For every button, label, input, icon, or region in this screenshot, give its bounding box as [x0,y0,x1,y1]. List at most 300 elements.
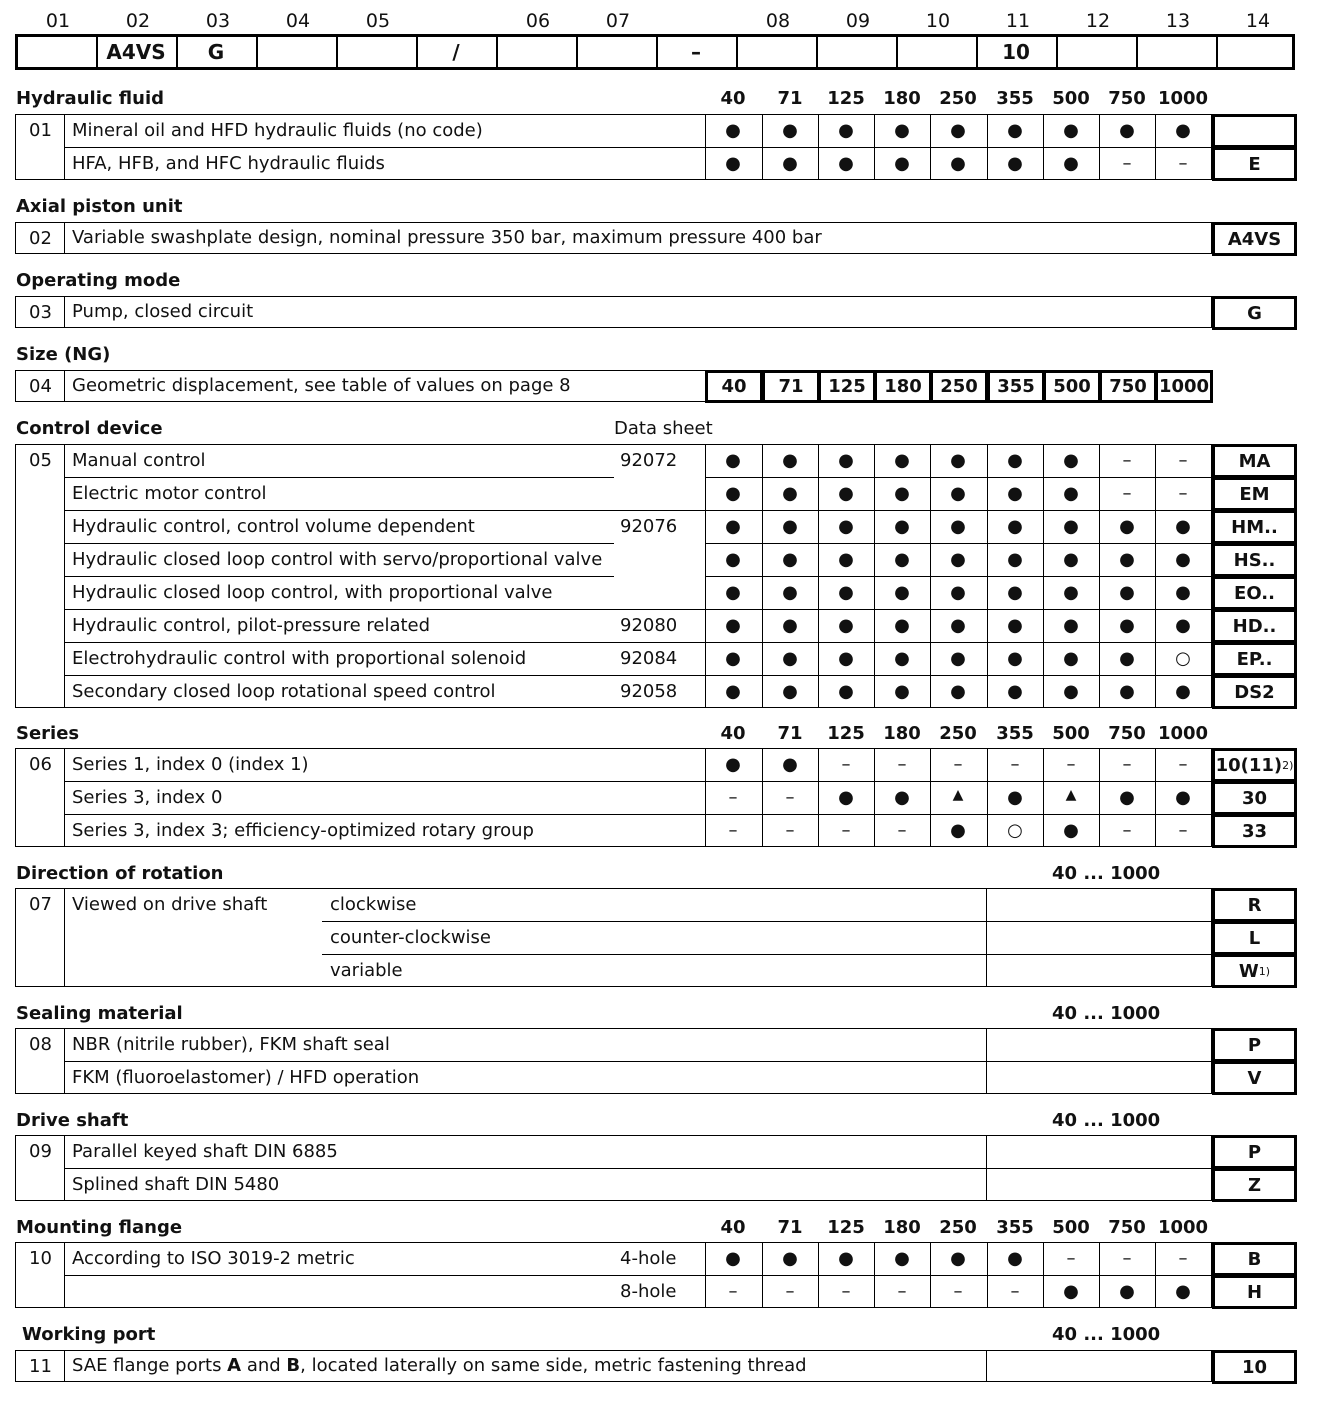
type-code-box [1212,1061,1297,1095]
type-code-box [1212,888,1297,922]
availability-mark: ● [838,1248,854,1269]
type-code: L [1248,927,1261,949]
section-title: Sealing material [16,1003,183,1024]
availability-mark: ● [1007,582,1023,603]
type-code: 10 [1241,1356,1268,1378]
availability-mark: ● [1175,681,1191,702]
range-header: 40 ... 1000 [1052,1324,1161,1345]
code-position-number: 08 [765,10,791,32]
code-position-number: 01 [45,10,71,32]
hole-label: 4-hole [620,1248,677,1269]
row-divider [705,576,1212,577]
row-number: 04 [29,376,52,397]
code-position-number: 02 [125,10,151,32]
availability-mark: ● [1063,549,1079,570]
size-header: 750 [1108,723,1146,744]
availability-mark: – [1178,754,1188,775]
type-code: R [1247,894,1262,916]
option-label: Viewed on drive shaft [72,894,268,915]
size-header: 40 [720,723,746,744]
type-code: Z [1247,1174,1262,1196]
availability-mark: ● [950,1248,966,1269]
footnote-ref: 1) [1258,964,1271,978]
section-title: Hydraulic fluid [16,88,165,109]
availability-mark: ● [950,549,966,570]
option-label: Parallel keyed shaft DIN 6885 [72,1141,338,1162]
availability-mark: ● [1175,582,1191,603]
type-code-box [1212,675,1297,709]
port-letter: A [227,1355,242,1376]
availability-mark: ● [1007,483,1023,504]
availability-mark: – [1178,483,1188,504]
type-code-box [1212,1168,1297,1202]
availability-mark: – [1178,153,1188,174]
availability-mark: ● [894,549,910,570]
availability-mark: ● [894,787,910,808]
code-strip-divider [1056,34,1058,70]
section-title: Drive shaft [16,1110,129,1131]
availability-mark: ● [782,615,798,636]
row-divider [705,477,1212,478]
availability-mark: – [1178,450,1188,471]
availability-mark: ● [950,450,966,471]
option-label: clockwise [330,894,417,915]
type-code: MA [1238,450,1271,472]
size-header: 180 [883,88,921,109]
type-code-box [1212,1135,1297,1169]
type-code: HM.. [1231,516,1278,538]
code-position-number: 09 [845,10,871,32]
size-header: 40 [720,88,746,109]
availability-mark: ● [1063,516,1079,537]
option-label: Pump, closed circuit [72,301,254,322]
availability-mark: – [897,754,907,775]
data-sheet-number: 92084 [620,648,678,669]
type-code-box [1212,954,1297,988]
type-code: DS2 [1234,681,1275,703]
code-strip-divider [896,34,898,70]
option-label: NBR (nitrile rubber), FKM shaft seal [72,1034,390,1055]
availability-mark: – [1178,820,1188,841]
availability-mark: ● [782,754,798,775]
availability-mark: ● [1063,120,1079,141]
availability-mark: ● [1119,582,1135,603]
type-code-box [1212,921,1297,955]
row-divider [64,477,614,478]
row-divider [64,781,1212,782]
type-code: G [1247,302,1262,324]
number-column-divider [64,1350,65,1382]
size-code-box: 71 [762,370,820,403]
option-label: According to ISO 3019-2 metric [72,1248,355,1269]
row-divider [64,675,1212,676]
availability-mark: – [953,754,963,775]
option-label: Variable swashplate design, nominal pressure 350 bar, maximum pressure 400 bar [72,227,822,248]
availability-mark: ● [1007,615,1023,636]
availability-mark: ● [894,582,910,603]
size-code-box: 180 [874,370,932,403]
availability-mark: ● [950,681,966,702]
availability-mark: ● [1119,1281,1135,1302]
option-label: HFA, HFB, and HFC hydraulic fluids [72,153,385,174]
number-column-divider [64,296,65,328]
size-header: 750 [1108,1217,1146,1238]
availability-mark: – [1010,754,1020,775]
availability-mark: – [1178,1248,1188,1269]
availability-mark: ● [950,582,966,603]
availability-mark: – [728,820,738,841]
code-strip-divider [256,34,258,70]
row-divider [64,1061,1212,1062]
availability-mark: ● [782,1248,798,1269]
option-label: variable [330,960,403,981]
row-number: 07 [29,894,52,915]
availability-mark: ● [1175,549,1191,570]
type-code-box [1212,1028,1297,1062]
option-label: Secondary closed loop rotational speed control [72,681,496,702]
row-divider [64,1168,1212,1169]
availability-mark: ● [1063,483,1079,504]
row-divider [64,576,614,577]
availability-mark: ● [838,582,854,603]
section-title: Working port [22,1324,156,1345]
availability-mark: ● [1175,516,1191,537]
availability-mark: ● [838,681,854,702]
availability-mark: ● [1007,648,1023,669]
type-code-box [1212,814,1297,848]
option-label: Hydraulic closed loop control, with proportional valve [72,582,553,603]
availability-mark: ● [838,153,854,174]
availability-mark: ● [1175,787,1191,808]
availability-mark: – [785,820,795,841]
row-number: 11 [29,1356,52,1377]
type-code: EP.. [1236,648,1273,670]
availability-mark: – [1010,1281,1020,1302]
type-code: 33 [1241,820,1268,842]
section-title: Mounting flange [16,1217,183,1238]
availability-mark: ● [950,648,966,669]
availability-mark: ● [894,120,910,141]
data-sheet-number: 92076 [620,516,678,537]
type-code-box [1212,296,1297,330]
availability-mark: ● [1175,120,1191,141]
row-number: 03 [29,302,52,323]
code-separator-slash: / [452,40,460,64]
availability-mark: ● [1007,787,1023,808]
availability-mark: ● [1119,549,1135,570]
type-code: H [1246,1281,1263,1303]
availability-mark: ● [782,450,798,471]
code-position-number: 05 [365,10,391,32]
availability-mark: ● [950,820,966,841]
row-divider [64,510,1212,511]
availability-mark: – [1066,754,1076,775]
range-header: 40 ... 1000 [1052,1003,1161,1024]
code-position-number: 06 [525,10,551,32]
availability-mark: ● [894,681,910,702]
availability-mark: ● [838,120,854,141]
code-position-number: 07 [605,10,631,32]
size-header: 250 [939,88,977,109]
availability-mark: ● [950,483,966,504]
type-code: W [1238,960,1259,982]
availability-mark: ● [1063,615,1079,636]
code-position-number: 14 [1245,10,1271,32]
type-code-box [1212,147,1297,181]
type-code-box [1212,444,1297,478]
code-value-03: G [207,40,225,64]
section-title: Operating mode [16,270,181,291]
range-column-divider [986,1350,987,1382]
footnote-ref: 2) [1282,758,1294,772]
option-label: Mineral oil and HFD hydraulic fluids (no code) [72,120,483,141]
code-value-11: 10 [1002,40,1030,64]
availability-mark: ● [838,615,854,636]
size-header: 1000 [1157,1217,1209,1238]
availability-mark: ● [782,648,798,669]
type-code-box [1212,576,1297,610]
row-divider [64,814,1212,815]
data-sheet-number: 92080 [620,615,678,636]
code-strip-divider [576,34,578,70]
option-label-part: , located laterally on same side, metric fastening thread [300,1355,807,1376]
code-position-number: 12 [1085,10,1111,32]
type-code-box [1212,114,1297,148]
availability-mark: ● [838,516,854,537]
size-code-box: 40 [705,370,763,403]
availability-mark: – [1122,820,1132,841]
availability-mark: – [1122,1248,1132,1269]
availability-mark: ● [725,648,741,669]
section-title: Direction of rotation [16,863,224,884]
availability-mark: – [1122,754,1132,775]
size-header: 71 [777,88,803,109]
availability-mark: ● [1119,648,1135,669]
size-header: 40 [720,1217,746,1238]
availability-mark: ● [950,615,966,636]
type-code: HS.. [1233,549,1276,571]
availability-mark: ● [725,681,741,702]
availability-mark: ● [1063,153,1079,174]
type-code-box [1212,1275,1297,1309]
availability-mark: – [897,820,907,841]
row-divider [64,642,1212,643]
availability-mark: ● [894,516,910,537]
availability-mark: ● [1175,1281,1191,1302]
availability-mark: – [1122,450,1132,471]
availability-mark: ● [782,516,798,537]
availability-mark: ● [1119,681,1135,702]
availability-mark: ● [950,516,966,537]
size-header: 500 [1052,723,1090,744]
availability-mark: ● [782,681,798,702]
type-code: P [1247,1034,1262,1056]
type-code-box [1212,543,1297,577]
option-label: Manual control [72,450,206,471]
availability-mark: – [841,754,851,775]
option-label-part: and [241,1355,287,1376]
availability-mark: ▲ [952,787,964,803]
availability-mark: – [785,1281,795,1302]
row-number: 08 [29,1034,52,1055]
availability-mark: ● [1119,120,1135,141]
option-label [72,1355,807,1376]
availability-mark: ● [1007,153,1023,174]
availability-mark: ● [894,1248,910,1269]
availability-mark: ● [1063,1281,1079,1302]
range-header: 40 ... 1000 [1052,1110,1161,1131]
code-position-number: 03 [205,10,231,32]
row-number: 09 [29,1141,52,1162]
availability-mark: ● [725,153,741,174]
number-column-divider [64,370,65,402]
availability-mark: ● [725,1248,741,1269]
option-label: Series 1, index 0 (index 1) [72,754,309,775]
option-label: Hydraulic control, control volume dependent [72,516,475,537]
availability-mark: ● [1063,582,1079,603]
number-column-divider [64,748,65,847]
size-code-box: 750 [1099,370,1157,403]
size-code-box: 125 [818,370,876,403]
availability-mark: ● [1119,787,1135,808]
size-header: 500 [1052,1217,1090,1238]
availability-mark: ● [894,483,910,504]
type-code: 10(11) [1215,754,1283,776]
code-strip-divider [1136,34,1138,70]
availability-mark: ● [725,549,741,570]
availability-mark: ● [1007,1248,1023,1269]
availability-mark: ● [782,549,798,570]
size-header: 250 [939,1217,977,1238]
type-code-box [1212,781,1297,815]
availability-mark: – [897,1281,907,1302]
row-divider [322,954,1212,955]
size-code-box: 1000 [1155,370,1213,403]
availability-mark: ● [894,615,910,636]
availability-mark: ● [950,153,966,174]
number-column-divider [64,888,65,987]
type-code: E [1248,153,1261,175]
code-position-number: 10 [925,10,951,32]
code-position-number: 11 [1005,10,1031,32]
availability-mark: ● [1063,820,1079,841]
size-header: 71 [777,1217,803,1238]
size-header: 71 [777,723,803,744]
row-divider [64,543,614,544]
type-code-box [1212,609,1297,643]
section-title: Control device [16,418,163,439]
code-strip-divider [496,34,498,70]
availability-mark: – [1122,483,1132,504]
data-sheet-number: 92072 [620,450,678,471]
option-label: FKM (fluoroelastomer) / HFD operation [72,1067,420,1088]
availability-mark: ● [1063,648,1079,669]
option-label: Electrohydraulic control with proportional solenoid [72,648,527,669]
row-number: 06 [29,754,52,775]
type-code-box [1212,222,1297,256]
row-divider [64,609,1212,610]
size-header: 125 [827,723,865,744]
data-sheet-header: Data sheet [614,418,713,439]
availability-mark: ● [782,153,798,174]
row-number: 02 [29,228,52,249]
option-label: counter-clockwise [330,927,492,948]
option-label: Geometric displacement, see table of values on page 8 [72,375,571,396]
type-code-box [1212,1350,1297,1384]
code-strip-divider [736,34,738,70]
size-header: 180 [883,723,921,744]
code-position-number: 13 [1165,10,1191,32]
range-column-divider [986,888,987,987]
size-header: 125 [827,88,865,109]
type-code: P [1247,1141,1262,1163]
availability-mark: ● [725,754,741,775]
availability-mark: – [1122,153,1132,174]
type-code: HD.. [1232,615,1277,637]
availability-mark: ● [725,483,741,504]
row-number: 01 [29,120,52,141]
range-header: 40 ... 1000 [1052,863,1161,884]
type-code: EO.. [1234,582,1275,604]
availability-mark: ○ [1007,820,1023,841]
size-code-box: 355 [987,370,1045,403]
availability-mark: ● [838,450,854,471]
size-header: 1000 [1157,88,1209,109]
type-code-box [1212,510,1297,544]
availability-mark: ● [725,120,741,141]
option-label: Electric motor control [72,483,267,504]
code-strip-divider [336,34,338,70]
row-number: 05 [29,450,52,471]
availability-mark: ● [725,582,741,603]
availability-mark: ● [1175,615,1191,636]
type-code-box [1212,748,1297,782]
availability-mark: ● [1119,615,1135,636]
data-sheet-number: 92058 [620,681,678,702]
code-strip-divider [1216,34,1218,70]
availability-mark: ● [725,450,741,471]
availability-mark: ● [1007,120,1023,141]
availability-mark: ● [725,516,741,537]
availability-mark: ● [1007,516,1023,537]
availability-mark: ● [782,483,798,504]
availability-mark: ● [838,787,854,808]
availability-mark: ● [1007,549,1023,570]
size-header: 180 [883,1217,921,1238]
row-divider [64,147,1212,148]
option-label: Series 3, index 0 [72,787,223,808]
size-header: 1000 [1157,723,1209,744]
section-title: Size (NG) [16,344,111,365]
availability-mark: – [841,820,851,841]
type-code-box [1212,1242,1297,1276]
availability-mark: ● [725,615,741,636]
availability-mark: ● [838,483,854,504]
size-header: 125 [827,1217,865,1238]
availability-mark: – [953,1281,963,1302]
hole-label: 8-hole [620,1281,677,1302]
availability-mark: ○ [1175,648,1191,669]
option-label: Splined shaft DIN 5480 [72,1174,280,1195]
row-divider [705,543,1212,544]
row-divider [322,921,1212,922]
option-label: Hydraulic closed loop control with servo/proportional valve [72,549,603,570]
availability-mark: – [841,1281,851,1302]
availability-mark: ● [782,582,798,603]
availability-mark: ● [1063,681,1079,702]
type-code: EM [1239,483,1270,505]
size-header: 750 [1108,88,1146,109]
